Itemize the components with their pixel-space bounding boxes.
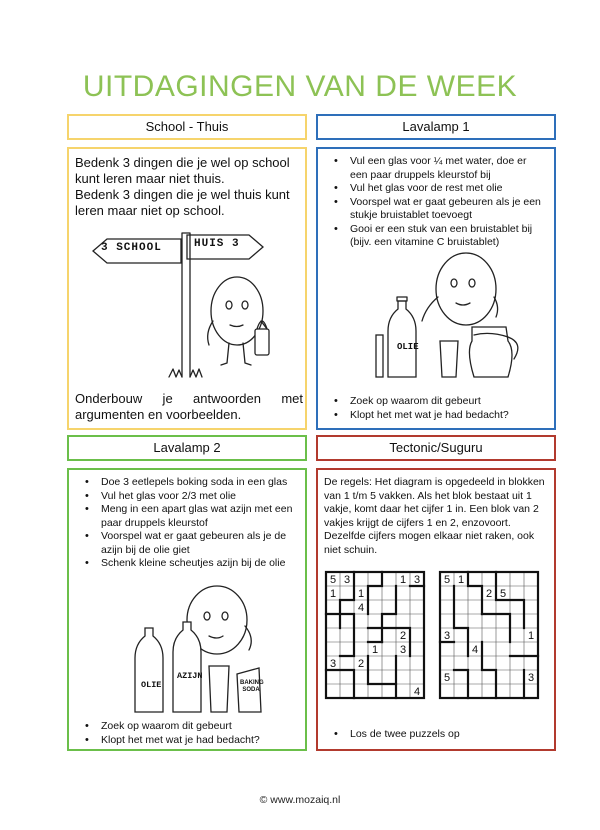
puzzle-clue: 4 (414, 686, 421, 698)
page-title: UITDAGINGEN VAN DE WEEK (82, 70, 518, 103)
lava2-steps (69, 476, 297, 571)
puzzle-clue: 3 (330, 658, 337, 670)
lava2-step: • Doe 3 eetlepels boking soda in een glas (69, 476, 297, 490)
puzzle-clue: 1 (400, 574, 407, 586)
lava2-header: Lavalamp 2 (67, 435, 307, 461)
tectonic-after (318, 728, 546, 742)
lava2-card (67, 468, 307, 751)
puzzle-clue: 1 (528, 630, 535, 642)
tectonic-puzzle-1 (326, 572, 434, 698)
lava2-soda-label: BAKING SODA (240, 680, 264, 693)
lava1-step: • Vul een glas voor ¼ met water, doe er een paar druppels kleurstof bij (318, 155, 546, 182)
lava2-after (69, 720, 297, 747)
lavalamp2-illustration (125, 586, 285, 716)
lava1-bottle-label: OLIE (397, 342, 419, 352)
puzzle-clue: 4 (472, 644, 479, 656)
footer-copyright: © www.mozaiq.nl (259, 794, 341, 806)
lava2-step: • Voorspel wat er gaat gebeuren als je de azijn bij de olie giet (69, 530, 297, 557)
sign-left-text: 3 SCHOOL (101, 242, 162, 254)
lava2-bottle1-label: OLIE (141, 680, 162, 690)
school-header: School - Thuis (67, 114, 307, 140)
puzzle-clue: 2 (400, 630, 407, 642)
school-outro: Onderbouw je antwoorden met argumenten en voorbeelden. (75, 391, 303, 422)
puzzle-clue: 1 (358, 588, 365, 600)
puzzle-clue: 2 (486, 588, 493, 600)
lava1-step: • Voorspel wat er gaat gebeuren als je een stukje bruistablet toevoegt (318, 196, 546, 223)
school-card (67, 147, 307, 430)
lava1-step: • Vul het glas voor de rest met olie (318, 182, 546, 196)
sign-right-text: HUIS 3 (194, 238, 240, 250)
tectonic-header: Tectonic/Suguru (316, 435, 556, 461)
puzzle-clue: 5 (444, 574, 451, 586)
lava1-after (318, 395, 546, 422)
puzzle-clue: 3 (444, 630, 451, 642)
puzzle-clue: 5 (330, 574, 337, 586)
puzzle-clue: 1 (330, 588, 337, 600)
school-intro-1: Bedenk 3 dingen die je wel op school kunt leren maar niet thuis. (75, 155, 290, 186)
school-intro-2: Bedenk 3 dingen die je wel thuis kunt leren maar niet op school. (75, 187, 290, 218)
puzzle-clue: 3 (344, 574, 351, 586)
puzzle-clue: 1 (372, 644, 379, 656)
lava1-header: Lavalamp 1 (316, 114, 556, 140)
lava1-after-item: • Klopt het met wat je had bedacht? (318, 409, 546, 423)
lava1-steps (318, 155, 546, 250)
puzzle-clue: 3 (414, 574, 421, 586)
lava1-step: • Gooi er een stuk van een bruistablet bij (bijv. een vitamine C bruistablet) (318, 223, 546, 250)
puzzle-clue: 5 (444, 672, 451, 684)
puzzle-clue: 3 (528, 672, 535, 684)
lava2-step: • Meng in een apart glas wat azijn met een paar druppels kleurstof (69, 503, 297, 530)
lavalamp1-illustration (368, 251, 528, 381)
puzzle-clue: 5 (500, 588, 507, 600)
lava2-bottle2-label: AZIJN (177, 671, 203, 681)
lava1-card (316, 147, 556, 430)
tectonic-rules: De regels: Het diagram is opgedeeld in blokken van 1 t/m 5 vakken. Als het blok bestaat uit 1 vakje, komt daar het cijfer 1 in. Een blok van 2 vakjes krijgt de cijfers 1 en 2, enzovoort. Dezelfde cijfers mogen elkaar niet raken, ook niet schuin. (324, 476, 545, 556)
lava2-step: • Schenk kleine scheutjes azijn bij de olie (69, 557, 297, 571)
lava2-after-item: • Klopt het met wat je had bedacht? (69, 734, 297, 748)
puzzle-clue: 4 (358, 602, 365, 614)
tectonic-puzzle-2 (440, 572, 548, 698)
tectonic-after-item: • Los de twee puzzels op (318, 728, 546, 742)
puzzle-clue: 2 (358, 658, 365, 670)
lava2-step: • Vul het glas voor 2/3 met olie (69, 490, 297, 504)
puzzle-clue: 3 (400, 644, 407, 656)
lava1-after-item: • Zoek op waarom dit gebeurt (318, 395, 546, 409)
tectonic-card (316, 468, 556, 751)
puzzle-clue: 1 (458, 574, 465, 586)
lava2-after-item: • Zoek op waarom dit gebeurt (69, 720, 297, 734)
